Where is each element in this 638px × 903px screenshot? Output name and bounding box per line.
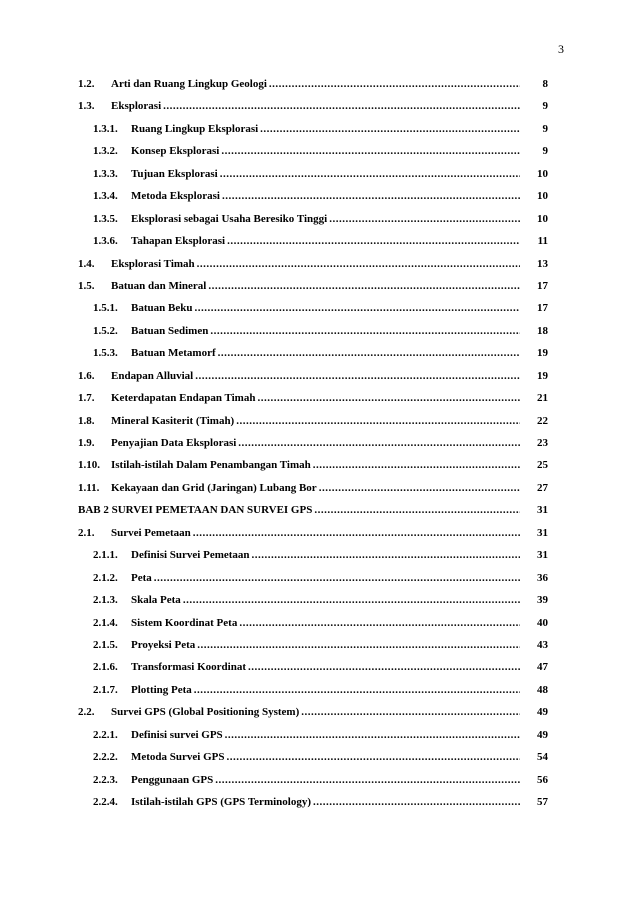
toc-entry[interactable] xyxy=(78,459,548,481)
toc-entry-number: 2.2.1. xyxy=(93,728,118,741)
toc-entry-page: 9 xyxy=(542,122,548,135)
toc-entry-title: Ruang Lingkup Eksplorasi xyxy=(131,122,259,135)
toc-entry[interactable] xyxy=(78,100,548,122)
toc-entry-number: 1.3.1. xyxy=(93,122,118,135)
toc-entry-title: Batuan dan Mineral xyxy=(111,279,207,292)
toc-entry[interactable] xyxy=(78,280,548,302)
toc-entry-title: Survei GPS (Global Positioning System) xyxy=(111,706,300,719)
dot-leader xyxy=(238,437,520,449)
toc-entry-number: 2.2. xyxy=(78,706,95,719)
dot-leader xyxy=(197,639,520,651)
toc-entry-number: 1.4. xyxy=(78,257,95,270)
toc-entry-title: Skala Peta xyxy=(131,594,181,607)
toc-entry-title: Istilah-istilah GPS (GPS Terminology) xyxy=(131,796,311,808)
toc-entry-title: Definisi Survei Pemetaan xyxy=(131,549,250,562)
toc-entry-number: 1.3.4. xyxy=(93,190,118,203)
toc-entry[interactable] xyxy=(78,258,548,280)
toc-entry-title: Transformasi Koordinat xyxy=(131,661,246,674)
toc-entry-page: 31 xyxy=(537,526,548,539)
dot-leader xyxy=(218,347,520,359)
toc-entry-page: 31 xyxy=(537,504,548,517)
toc-entry-page: 19 xyxy=(537,347,548,360)
toc-entry-number: 1.3.5. xyxy=(93,212,118,225)
dot-leader xyxy=(154,572,520,584)
toc-entry-number: 1.7. xyxy=(78,392,95,405)
toc-entry-page: 22 xyxy=(537,414,548,427)
dot-leader xyxy=(329,213,520,225)
toc-entry-title: Kekayaan dan Grid (Jaringan) Lubang Bor xyxy=(111,481,317,494)
toc-entry-page: 13 xyxy=(537,257,548,270)
toc-entry-number: 1.2. xyxy=(78,78,95,90)
toc-entry-page: 9 xyxy=(542,145,548,158)
toc-entry-page: 10 xyxy=(537,190,548,203)
toc-entry[interactable] xyxy=(78,392,548,414)
dot-leader xyxy=(252,549,520,561)
dot-leader xyxy=(225,729,520,741)
toc-entry-number: 2.1. xyxy=(78,526,95,539)
toc-entry-number: 2.1.2. xyxy=(93,571,118,584)
dot-leader xyxy=(313,459,520,471)
toc-entry[interactable] xyxy=(78,213,548,235)
dot-leader xyxy=(227,235,520,247)
toc-entry[interactable] xyxy=(78,235,548,257)
toc-entry[interactable] xyxy=(78,168,548,190)
toc-entry-page: 49 xyxy=(537,706,548,719)
toc-entry-page: 31 xyxy=(537,549,548,562)
dot-leader xyxy=(195,370,520,382)
toc-entry-title: Survei Pemetaan xyxy=(111,526,191,539)
toc-entry-title: Batuan Beku xyxy=(131,302,193,315)
toc-entry-page: 18 xyxy=(537,324,548,337)
toc-entry-page: 47 xyxy=(537,661,548,674)
toc-entry-page: 57 xyxy=(537,796,548,808)
toc-entry-title: Tahapan Eksplorasi xyxy=(131,235,226,248)
toc-entry-number: 1.5.1. xyxy=(93,302,118,315)
table-of-contents xyxy=(78,78,548,818)
page-number: 3 xyxy=(558,42,564,56)
toc-entry-number: 2.2.3. xyxy=(93,773,118,786)
toc-entry-page: 11 xyxy=(537,235,548,248)
toc-entry-title: Batuan Sedimen xyxy=(131,324,209,337)
toc-entry-title: Peta xyxy=(131,571,152,584)
toc-entry-page: 54 xyxy=(537,751,548,764)
toc-entry-number: 1.5.2. xyxy=(93,324,118,337)
toc-entry-title: Mineral Kasiterit (Timah) xyxy=(111,414,235,427)
toc-entry[interactable] xyxy=(78,78,548,100)
toc-entry-number: 2.1.7. xyxy=(93,683,118,696)
dot-leader xyxy=(194,684,520,696)
toc-entry[interactable] xyxy=(78,527,548,549)
toc-entry-page: 10 xyxy=(537,167,548,180)
toc-entry-page: 48 xyxy=(537,683,548,696)
toc-entry-page: 19 xyxy=(537,369,548,382)
toc-entry-title: Arti dan Ruang Lingkup Geologi xyxy=(111,78,267,90)
toc-entry-page: 9 xyxy=(542,100,548,113)
dot-leader xyxy=(193,527,520,539)
toc-entry-page: 17 xyxy=(537,279,548,292)
toc-entry-number: 1.6. xyxy=(78,369,95,382)
toc-entry-page: 10 xyxy=(537,212,548,225)
toc-entry-page: 43 xyxy=(537,638,548,651)
toc-entry[interactable] xyxy=(78,751,548,773)
toc-entry-number: 1.8. xyxy=(78,414,95,427)
dot-leader xyxy=(197,258,520,270)
toc-entry-title: Konsep Eksplorasi xyxy=(131,145,220,158)
toc-entry-title: Metoda Survei GPS xyxy=(131,751,225,764)
toc-entry-page: 23 xyxy=(537,437,548,449)
toc-entry-page: 49 xyxy=(537,728,548,741)
toc-entry-title: Sistem Koordinat Peta xyxy=(131,616,238,629)
toc-entry-number: 1.11. xyxy=(78,481,100,494)
toc-entry-number: 2.2.2. xyxy=(93,751,118,764)
dot-leader xyxy=(208,280,520,292)
toc-entry[interactable] xyxy=(78,684,548,706)
toc-entry-number: 2.1.1. xyxy=(93,549,118,562)
toc-entry-title: Metoda Eksplorasi xyxy=(131,190,220,203)
dot-leader xyxy=(236,415,520,427)
toc-entry-number: 1.10. xyxy=(78,459,100,472)
toc-entry-number: 1.5. xyxy=(78,279,95,292)
dot-leader xyxy=(257,392,520,404)
toc-entry-title: Eksplorasi xyxy=(111,100,162,113)
toc-entry-page: 56 xyxy=(537,773,548,786)
toc-entry-number: 1.3.3. xyxy=(93,167,118,180)
toc-entry[interactable] xyxy=(78,774,548,796)
toc-entry[interactable] xyxy=(78,661,548,683)
dot-leader xyxy=(222,190,520,202)
toc-entry[interactable] xyxy=(78,482,548,504)
toc-entry-page: 21 xyxy=(537,392,548,405)
toc-entry-number: 1.3.6. xyxy=(93,235,118,248)
toc-entry-page: 25 xyxy=(537,459,548,472)
toc-entry-title: Batuan Metamorf xyxy=(131,347,216,360)
dot-leader xyxy=(227,751,521,763)
dot-leader xyxy=(269,78,520,90)
dot-leader xyxy=(215,774,520,786)
dot-leader xyxy=(194,302,520,314)
dot-leader xyxy=(239,617,520,629)
toc-entry-number: 2.1.4. xyxy=(93,616,118,629)
toc-entry-title: Definisi survei GPS xyxy=(131,728,223,741)
toc-entry[interactable] xyxy=(78,302,548,324)
toc-entry-number: 2.2.4. xyxy=(93,796,118,808)
dot-leader xyxy=(183,594,520,606)
toc-entry-title: Penggunaan GPS xyxy=(131,773,214,786)
dot-leader xyxy=(163,100,520,112)
dot-leader xyxy=(260,123,520,135)
toc-entry-number: 1.3.2. xyxy=(93,145,118,158)
toc-entry-title: Eksplorasi Timah xyxy=(111,257,195,270)
toc-entry-title: Endapan Alluvial xyxy=(111,369,194,382)
toc-entry-number: 2.1.5. xyxy=(93,638,118,651)
toc-entry-title: Keterdapatan Endapan Timah xyxy=(111,392,256,405)
toc-entry-title: Proyeksi Peta xyxy=(131,638,196,651)
toc-entry[interactable] xyxy=(78,415,548,437)
toc-entry[interactable] xyxy=(78,594,548,616)
toc-entry-title: Penyajian Data Eksplorasi xyxy=(111,437,237,449)
toc-entry-page: 36 xyxy=(537,571,548,584)
toc-entry-number: 2.1.3. xyxy=(93,594,118,607)
toc-entry-number: 1.5.3. xyxy=(93,347,118,360)
toc-entry[interactable] xyxy=(78,325,548,347)
dot-leader xyxy=(210,325,520,337)
toc-entry[interactable] xyxy=(78,504,548,526)
toc-entry[interactable] xyxy=(78,347,548,369)
toc-entry[interactable] xyxy=(78,796,548,818)
toc-entry-page: 40 xyxy=(537,616,548,629)
toc-entry-title: Istilah-istilah Dalam Penambangan Timah xyxy=(111,459,311,472)
dot-leader xyxy=(220,168,520,180)
dot-leader xyxy=(301,706,520,718)
toc-entry[interactable] xyxy=(78,437,548,459)
toc-entry-title: Eksplorasi sebagai Usaha Beresiko Tinggi xyxy=(131,212,328,225)
toc-entry-title: Plotting Peta xyxy=(131,683,192,696)
toc-entry[interactable] xyxy=(78,370,548,392)
toc-entry-number: 2.1.6. xyxy=(93,661,118,674)
toc-entry[interactable] xyxy=(78,706,548,728)
dot-leader xyxy=(221,145,520,157)
dot-leader xyxy=(248,661,520,673)
toc-entry-title: Tujuan Eksplorasi xyxy=(131,167,218,180)
toc-entry-page: 17 xyxy=(537,302,548,315)
dot-leader xyxy=(313,796,520,808)
toc-entry[interactable] xyxy=(78,572,548,594)
toc-entry-page: 8 xyxy=(542,78,548,90)
toc-entry[interactable] xyxy=(78,123,548,145)
toc-entry[interactable] xyxy=(78,617,548,639)
dot-leader xyxy=(319,482,520,494)
toc-entry-number: 1.9. xyxy=(78,437,95,449)
toc-entry[interactable] xyxy=(78,639,548,661)
dot-leader xyxy=(314,504,520,516)
toc-entry-title: BAB 2 SURVEI PEMETAAN DAN SURVEI GPS xyxy=(78,504,313,517)
toc-entry[interactable] xyxy=(78,549,548,571)
toc-entry-page: 27 xyxy=(537,481,548,494)
toc-entry-page: 39 xyxy=(537,594,548,607)
toc-entry-number: 1.3. xyxy=(78,100,95,113)
toc-entry[interactable] xyxy=(78,145,548,167)
toc-entry[interactable] xyxy=(78,729,548,751)
toc-entry[interactable] xyxy=(78,190,548,212)
